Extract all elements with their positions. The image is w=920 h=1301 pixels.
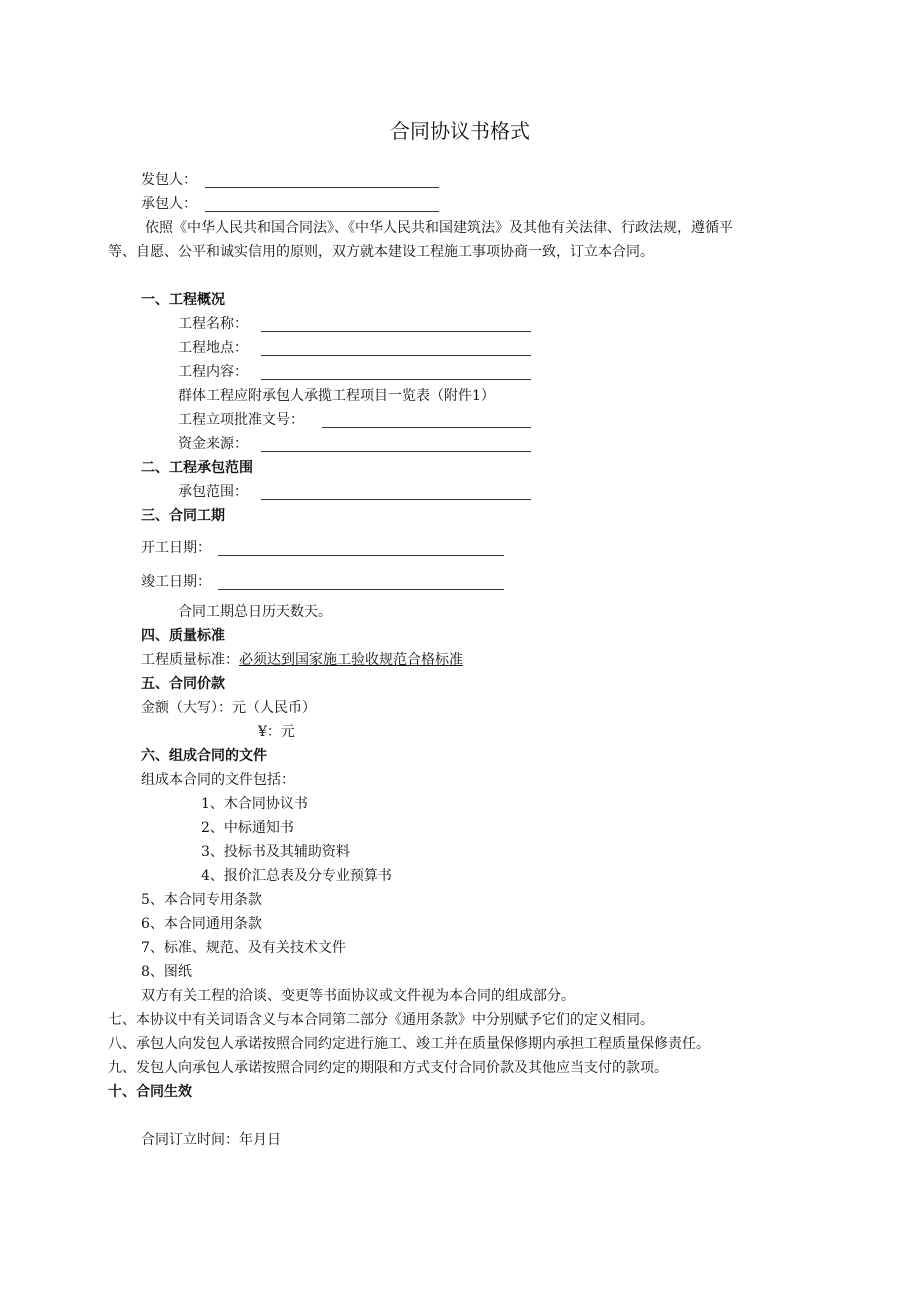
project-content-label: 工程内容： [178, 364, 248, 380]
intro-line-2: 等、自愿、公平和诚实信用的原则，双方就本建设工程施工事项协商一致，订立本合同。 [108, 244, 654, 260]
intro-line-1: 依照《中华人民共和国合同法》、《中华人民共和国建筑法》及其他有关法律、行政法规，遵循平 [145, 220, 733, 236]
document-item: 4、报价汇总表及分专业预算书 [201, 868, 392, 884]
project-name-field[interactable] [261, 331, 531, 332]
scope-label: 承包范围： [178, 484, 248, 500]
end-date-label: 竣工日期： [141, 574, 211, 590]
amount-figure: ¥：元 [258, 724, 295, 740]
amount-words: 金额（大写）：元（人民币） [141, 700, 316, 716]
document-item: 2、中标通知书 [201, 820, 294, 836]
section-1-heading: 一、工程概况 [141, 292, 225, 308]
document-title: 合同协议书格式 [390, 119, 530, 143]
section-10-heading: 十、合同生效 [108, 1084, 192, 1100]
section-9-text: 九、发包人向承包人承诺按照合同约定的期限和方式支付合同价款及其他应当支付的款项。 [108, 1060, 668, 1076]
section-3-heading: 三、合同工期 [141, 508, 225, 524]
signing-time: 合同订立时间：年月日 [141, 1132, 281, 1148]
scope-field[interactable] [261, 499, 531, 500]
section-8-text: 八、承包人向发包人承诺按照合同约定进行施工、竣工并在质量保修期内承担工程质量保修责任。 [108, 1036, 710, 1052]
document-item: 5、本合同专用条款 [141, 892, 262, 908]
approval-number-label: 工程立项批准文号： [178, 412, 304, 428]
total-days-text: 合同工期总日历天数天。 [178, 604, 332, 620]
section-6-heading: 六、组成合同的文件 [141, 748, 267, 764]
employer-field[interactable] [205, 187, 439, 188]
document-item: 8、图纸 [141, 964, 192, 980]
section-7-text: 七、本协议中有关词语含义与本合同第二部分《通用条款》中分别赋予它们的定义相同。 [108, 1012, 654, 1028]
project-location-label: 工程地点： [178, 340, 248, 356]
section-4-heading: 四、质量标准 [141, 628, 225, 644]
quality-standard-value: 必须达到国家施工验收规范合格标准 [239, 652, 463, 668]
quality-standard-line [141, 650, 463, 670]
approval-number-field[interactable] [322, 427, 531, 428]
document-item: 7、标准、规范、及有关技术文件 [141, 940, 346, 956]
project-name-label: 工程名称： [178, 316, 248, 332]
document-item: 6、本合同通用条款 [141, 916, 262, 932]
project-location-field[interactable] [261, 355, 531, 356]
quality-standard-label: 工程质量标准： [141, 652, 239, 668]
end-date-field[interactable] [218, 589, 504, 590]
document-item: 3、投标书及其辅助资料 [201, 844, 350, 860]
group-project-note: 群体工程应附承包人承揽工程项目一览表（附件1） [178, 388, 495, 404]
contractor-field[interactable] [205, 211, 439, 212]
section-5-heading: 五、合同价款 [141, 676, 225, 692]
employer-label: 发包人： [141, 172, 197, 188]
funding-source-label: 资金来源： [178, 436, 248, 452]
document-item: 1、木合同协议书 [201, 796, 308, 812]
start-date-label: 开工日期： [141, 540, 211, 556]
funding-source-field[interactable] [261, 451, 531, 452]
start-date-field[interactable] [218, 555, 504, 556]
project-content-field[interactable] [261, 379, 531, 380]
section-2-heading: 二、工程承包范围 [141, 460, 253, 476]
documents-intro: 组成本合同的文件包括： [141, 772, 295, 788]
documents-closing: 双方有关工程的洽谈、变更等书面协议或文件视为本合同的组成部分。 [141, 988, 575, 1004]
contractor-label: 承包人： [141, 196, 197, 212]
